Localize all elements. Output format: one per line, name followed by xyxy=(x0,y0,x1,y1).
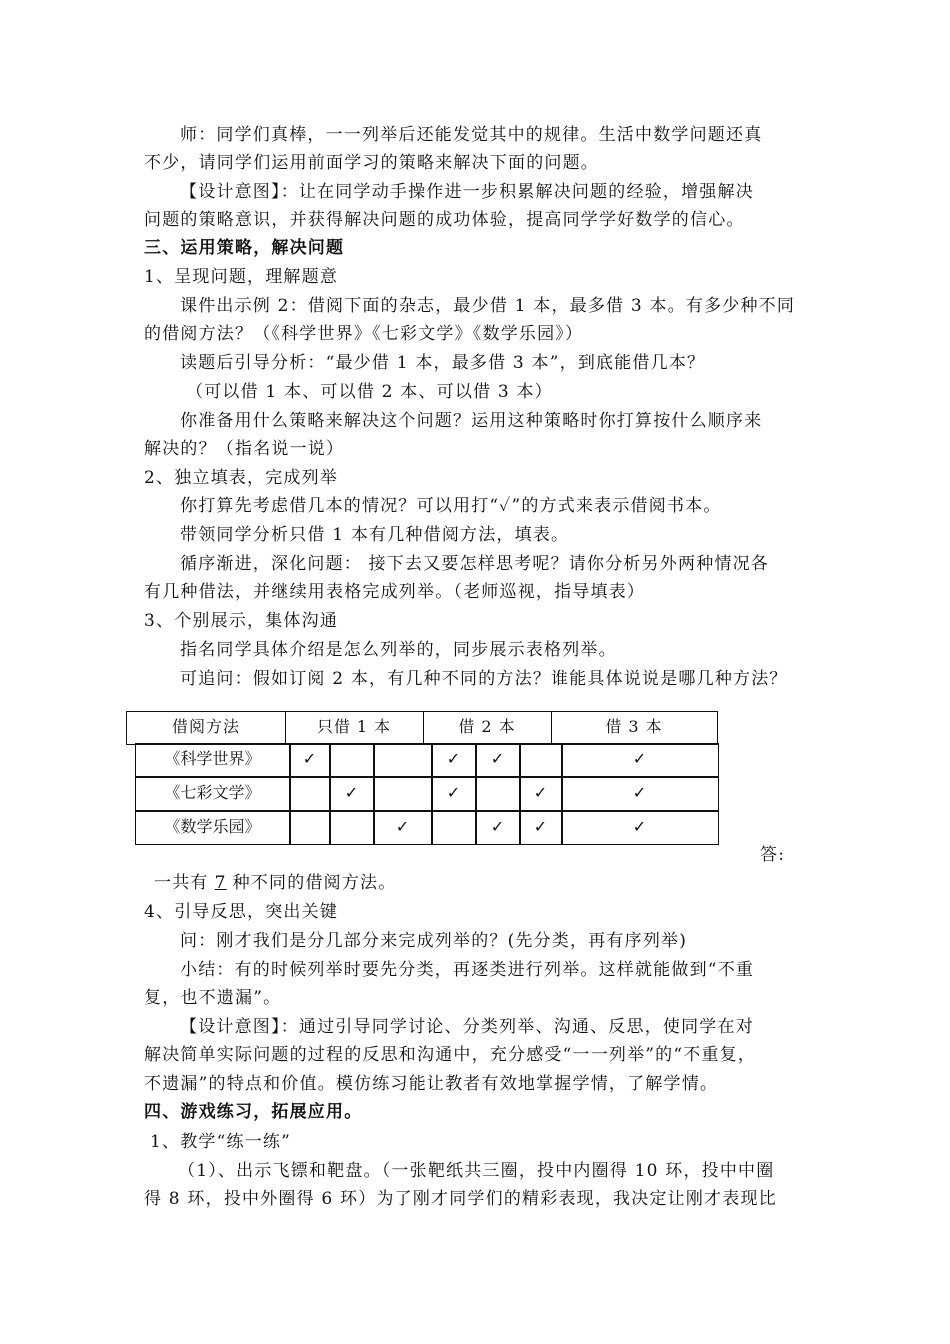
section-heading: 三、运用策略，解决问题 xyxy=(144,238,345,258)
check-mark-icon: ✓ xyxy=(533,782,548,802)
paragraph-line: 你打算先考虑借几本的情况？可以用打“✓”的方式来表示借阅书本。 xyxy=(180,496,722,516)
check-cell xyxy=(519,811,563,845)
check-mark-icon: ✓ xyxy=(344,782,359,802)
check-cell xyxy=(431,811,477,845)
book-title-cell: 《七彩文学》 xyxy=(135,777,291,811)
design-intent-line: 解决简单实际问题的过程的反思和沟通中，充分感受“一一列举”的“不重复， xyxy=(144,1045,757,1065)
table-header-cell: 借 3 本 xyxy=(605,717,663,736)
check-cell xyxy=(329,743,375,777)
check-cell xyxy=(289,743,331,777)
paragraph-line: 解决的？（指名说一说） xyxy=(144,439,345,459)
design-intent-line: 问题的策略意识，并获得解决问题的成功体验，提高同学学好数学的信心。 xyxy=(144,210,745,230)
borrow-table xyxy=(136,744,718,848)
check-mark-icon: ✓ xyxy=(632,782,647,802)
check-cell xyxy=(289,811,331,845)
answer-label: 答: xyxy=(760,845,786,865)
paragraph-line: 师：同学们真棒，一一列举后还能发觉其中的规律。生活中数学问题还真 xyxy=(180,125,763,145)
paragraph-line: 复，也不遗漏”。 xyxy=(144,988,282,1008)
check-cell xyxy=(475,811,521,845)
design-intent-line: 不遗漏”的特点和价值。模仿练习能让教者有效地掌握学情，了解学情。 xyxy=(144,1074,719,1094)
paragraph-line: （可以借 1 本、可以借 2 本、可以借 3 本） xyxy=(186,382,553,402)
check-cell xyxy=(431,743,477,777)
check-cell xyxy=(475,743,521,777)
paragraph-line: 循序渐进，深化问题： 接下去又要怎样思考呢？请你分析另外两种情况各 xyxy=(180,554,770,574)
check-cell xyxy=(329,811,375,845)
table-header-cell: 只借 1 本 xyxy=(316,717,392,736)
paragraph-line: 得 8 环，投中外圈得 6 环）为了刚才同学们的精彩表现，我决定让刚才表现比 xyxy=(144,1189,777,1209)
subsection-heading: 4、引导反思，突出关键 xyxy=(144,902,339,922)
paragraph-line: （1）、出示飞镖和靶盘。（一张靶纸共三圈，投中内圈得 10 环，投中中圈 xyxy=(178,1161,775,1181)
book-title-cell: 《科学世界》 xyxy=(135,743,291,777)
answer-prefix: 一共有 xyxy=(154,873,209,893)
check-mark-icon: ✓ xyxy=(632,816,647,836)
check-mark-icon: ✓ xyxy=(490,816,505,836)
subsection-heading: 2、独立填表，完成列举 xyxy=(144,468,339,488)
check-cell xyxy=(373,777,433,811)
paragraph-line: 有几种借法，并继续用表格完成列举。（老师巡视，指导填表） xyxy=(144,582,646,602)
paragraph-line: 课件出示例 2：借阅下面的杂志，最少借 1 本，最多借 3 本。有多少种不同 xyxy=(180,296,796,316)
check-cell xyxy=(519,777,563,811)
check-mark-icon: ✓ xyxy=(490,748,505,768)
paragraph-line: 可追问：假如订阅 2 本，有几种不同的方法？谁能具体说说是哪几种方法？ xyxy=(180,669,788,689)
answer-suffix: 种不同的借阅方法。 xyxy=(232,873,397,893)
design-intent-line: 【设计意图】：让在同学动手操作进一步积累解决问题的经验，增强解决 xyxy=(180,182,754,202)
paragraph-line: 不少，请同学们运用前面学习的策略来解决下面的问题。 xyxy=(144,153,599,173)
paragraph-line: 问：刚才我们是分几部分来完成列举的？(先分类，再有序列举) xyxy=(180,931,688,951)
check-cell xyxy=(329,777,375,811)
check-cell xyxy=(431,777,477,811)
subsection-heading: 1、呈现问题，理解题意 xyxy=(144,267,339,287)
check-cell xyxy=(373,743,433,777)
check-cell xyxy=(373,811,433,845)
check-mark-icon: ✓ xyxy=(533,816,548,836)
subsection-heading: 1、教学“练一练” xyxy=(150,1132,291,1152)
paragraph-line: 你准备用什么策略来解决这个问题？运用这种策略时你打算按什么顺序来 xyxy=(180,411,763,431)
check-mark-icon: ✓ xyxy=(632,748,647,768)
table-header xyxy=(126,711,718,745)
check-mark-icon: ✓ xyxy=(446,748,461,768)
section-heading: 四、游戏练习，拓展应用。 xyxy=(144,1102,363,1122)
table-header-cell: 借阅方法 xyxy=(171,717,240,736)
check-cell xyxy=(561,743,719,777)
check-mark-icon: ✓ xyxy=(395,816,410,836)
answer-line xyxy=(154,871,396,895)
design-intent-line: 【设计意图】：通过引导同学讨论、分类列举、沟通、反思，使同学在对 xyxy=(180,1017,754,1037)
book-title-cell: 《数学乐园》 xyxy=(135,811,291,845)
paragraph-line: 指名同学具体介绍是怎么列举的，同步展示表格列举。 xyxy=(180,640,617,660)
paragraph-line: 带领同学分析只借 1 本有几种借阅方法，填表。 xyxy=(180,525,570,545)
check-mark-icon: ✓ xyxy=(446,782,461,802)
table-row xyxy=(136,812,718,846)
check-cell xyxy=(475,777,521,811)
paragraph-line: 读题后引导分析：“最少借 1 本，最多借 3 本”，到底能借几本？ xyxy=(180,353,706,373)
table-header-cell: 借 2 本 xyxy=(458,717,516,736)
check-mark-icon: ✓ xyxy=(302,748,317,768)
subsection-heading: 3、个别展示，集体沟通 xyxy=(144,611,339,631)
answer-number: 7 xyxy=(214,873,227,893)
table-row xyxy=(136,744,718,778)
check-cell xyxy=(561,811,719,845)
check-cell xyxy=(519,743,563,777)
paragraph-line: 小结：有的时候列举时要先分类，再逐类进行列举。这样就能做到“不重 xyxy=(180,960,755,980)
check-cell xyxy=(289,777,331,811)
check-cell xyxy=(561,777,719,811)
table-row xyxy=(136,778,718,812)
paragraph-line: 的借阅方法？（《科学世界》《七彩文学》《数学乐园》） xyxy=(144,324,584,344)
